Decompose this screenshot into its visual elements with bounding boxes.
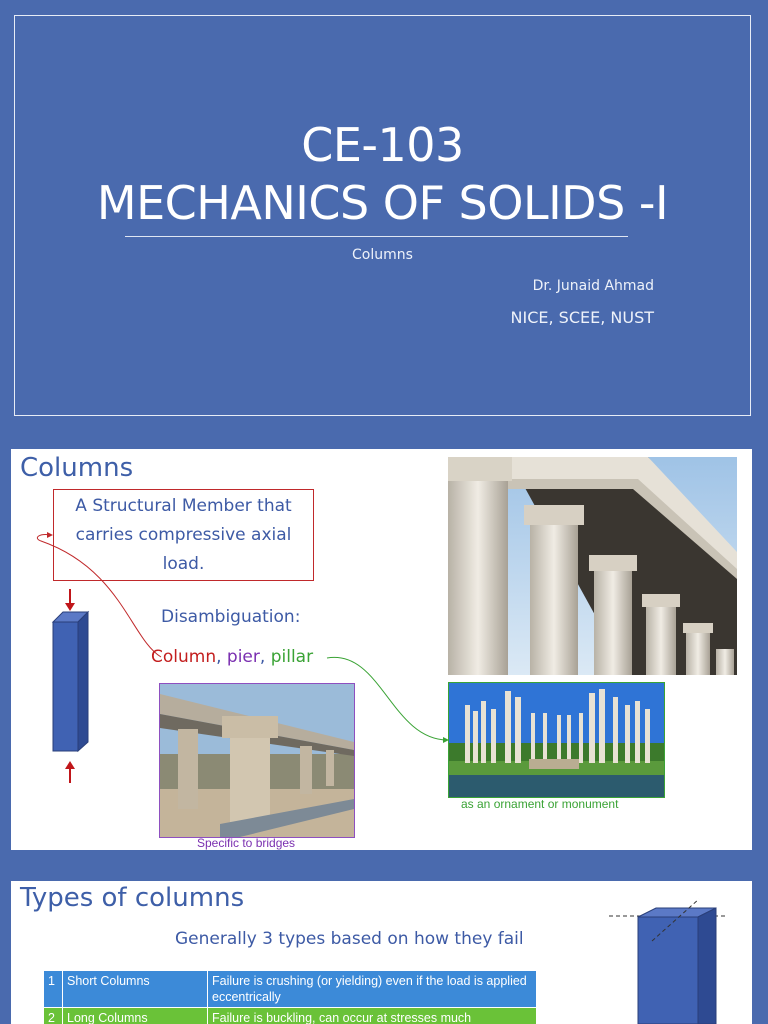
author-affiliation: NICE, SCEE, NUST	[510, 308, 654, 327]
slide-subtitle: Generally 3 types based on how they fail	[175, 929, 524, 949]
failure-description: Failure is crushing (or yielding) even if the load is applied eccentrically	[208, 971, 537, 1008]
term-separator: ,	[259, 647, 271, 667]
bridge-photo	[159, 683, 355, 838]
row-number: 1	[44, 971, 63, 1008]
course-title: MECHANICS OF SOLIDS -I	[96, 176, 669, 230]
course-code: CE-103	[301, 118, 464, 172]
column-type-name: Long Columns	[63, 1008, 208, 1024]
definition-box: A Structural Member that carries compressive axial load.	[53, 489, 314, 581]
slide-subtitle: Columns	[352, 247, 413, 263]
title-divider	[125, 236, 628, 237]
term-separator: ,	[216, 647, 227, 667]
author-name: Dr. Junaid Ahmad	[532, 278, 654, 294]
colonnade-photo	[448, 457, 737, 675]
term-column: Column	[151, 647, 217, 667]
column-type-name: Short Columns	[63, 971, 208, 1008]
term-pillar: pillar	[270, 647, 314, 667]
row-number: 2	[44, 1008, 63, 1024]
failure-description: Failure is buckling, can occur at stresses much	[208, 1008, 537, 1024]
disambiguation-label: Disambiguation:	[161, 607, 301, 627]
slide-title: Columns	[20, 453, 134, 483]
slide-title: Types of columns	[20, 883, 245, 913]
term-list	[151, 647, 313, 667]
monument-caption: as an ornament or monument	[461, 797, 619, 811]
bridge-caption: Specific to bridges	[197, 836, 296, 850]
columns-slide	[11, 449, 752, 850]
monument-photo	[448, 682, 665, 798]
title-slide	[14, 15, 751, 416]
column-prism-diagram	[11, 881, 752, 1024]
term-pier: pier	[226, 647, 260, 667]
types-slide	[11, 881, 752, 1024]
